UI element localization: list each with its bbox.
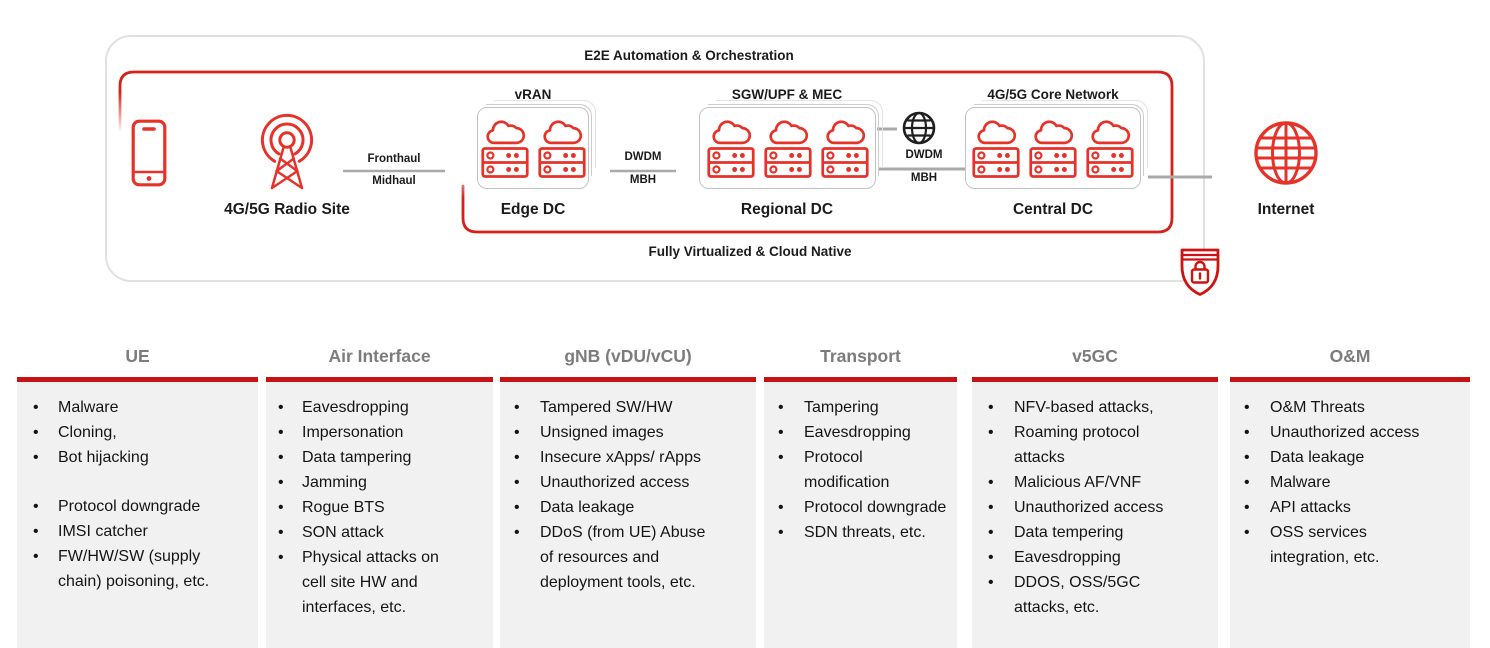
cloud-icon (540, 118, 584, 145)
regional-dc-card (699, 107, 876, 189)
threat-list (266, 382, 493, 620)
threat-item: • FW/HW/SW (supply chain) poisoning, etc. (17, 544, 258, 594)
threat-item: • Bot hijacking (17, 445, 258, 470)
threat-item: • SON attack (266, 520, 493, 545)
threat-item: • O&M Threats (1230, 395, 1470, 420)
threat-item: • SDN threats, etc. (764, 520, 957, 545)
bracket-fade-left (112, 92, 130, 142)
threat-item: • Unauthorized access (1230, 420, 1470, 445)
cloud-icon (1031, 118, 1075, 145)
mbh-label-1: MBH (629, 174, 657, 186)
column-header-transport: Transport (820, 346, 901, 366)
bracket-fade-inner (454, 156, 472, 198)
server-icon (1086, 147, 1134, 178)
threat-item: • Malware (1230, 470, 1470, 495)
threat-item: • API attacks (1230, 495, 1470, 520)
column-header-ue: UE (125, 346, 150, 366)
cloud-server-unit (1029, 118, 1077, 178)
threat-item: • Data leakage (1230, 445, 1470, 470)
internet-label: Internet (1257, 201, 1315, 218)
cloud-icon (483, 118, 527, 145)
threat-item: • Protocol downgrade (764, 495, 957, 520)
threat-item: • Roaming protocol attacks (972, 420, 1218, 470)
fully-virtualized-label: Fully Virtualized & Cloud Native (648, 244, 852, 259)
threat-column-air-interface (266, 382, 493, 648)
cloud-server-unit (1086, 118, 1134, 178)
threat-list (972, 382, 1218, 620)
wan-globe-icon (902, 111, 936, 145)
radio-tower-icon (245, 110, 329, 200)
central-dc-label: Central DC (1012, 201, 1094, 218)
threat-list (500, 382, 756, 595)
server-icon (538, 147, 586, 178)
server-icon (972, 147, 1020, 178)
column-header-oam: O&M (1329, 346, 1371, 366)
threat-item: • Tampered SW/HW (500, 395, 756, 420)
threat-item: • Unauthorized access (972, 495, 1218, 520)
threat-column-oam (1230, 382, 1470, 648)
server-icon (821, 147, 869, 178)
threat-item: • Data tempering (972, 520, 1218, 545)
column-divider (266, 377, 493, 382)
column-header-v5gc: v5GC (1072, 346, 1118, 366)
radio-site-label: 4G/5G Radio Site (224, 201, 350, 218)
threat-item: • OSS services integration, etc. (1230, 520, 1470, 570)
server-icon (1029, 147, 1077, 178)
column-header-air-interface: Air Interface (328, 346, 431, 366)
smartphone-icon (131, 119, 167, 187)
server-icon (707, 147, 755, 178)
threat-column-gnb (500, 382, 756, 648)
cloud-server-unit (538, 118, 586, 178)
threat-item: • Physical attacks on cell site HW and interfaces, etc. (266, 545, 493, 620)
cloud-icon (766, 118, 810, 145)
threat-item: • Malware (17, 395, 258, 420)
column-divider (764, 377, 957, 382)
core-network-label: 4G/5G Core Network (987, 87, 1119, 102)
regional-dc-label: Regional DC (740, 201, 834, 218)
server-icon (764, 147, 812, 178)
threat-item: • Data leakage (500, 495, 756, 520)
threat-item: • Eavesdropping (972, 545, 1218, 570)
cloud-icon (823, 118, 867, 145)
cloud-server-unit (707, 118, 755, 178)
threat-item: • Rogue BTS (266, 495, 493, 520)
fronthaul-label: Fronthaul (367, 153, 421, 165)
column-header-gnb: gNB (vDU/vCU) (564, 346, 692, 366)
vran-label: vRAN (514, 87, 552, 102)
threat-item: • Eavesdropping (764, 420, 957, 445)
threat-item: • Impersonation (266, 420, 493, 445)
security-shield-icon (1179, 243, 1221, 297)
threat-item: • Unsigned images (500, 420, 756, 445)
threat-item: • Protocol modification (764, 445, 957, 495)
dwdm-label-2: DWDM (905, 149, 943, 161)
cloud-icon (709, 118, 753, 145)
midhaul-label: Midhaul (372, 175, 416, 187)
threat-list (17, 382, 258, 594)
e2e-orchestration-label: E2E Automation & Orchestration (584, 48, 794, 63)
threat-item: • Cloning, (17, 420, 258, 445)
threat-column-v5gc (972, 382, 1218, 648)
threat-item: • Jamming (266, 470, 493, 495)
server-icon (481, 147, 529, 178)
cloud-server-unit (764, 118, 812, 178)
threat-item: • NFV-based attacks, (972, 395, 1218, 420)
column-divider (500, 377, 756, 382)
dwdm-label-1: DWDM (624, 151, 662, 163)
sgw-upf-mec-label: SGW/UPF & MEC (731, 87, 843, 102)
threat-item: • IMSI catcher (17, 519, 258, 544)
threat-list (764, 382, 957, 545)
cloud-icon (974, 118, 1018, 145)
threat-item: • Malicious AF/VNF (972, 470, 1218, 495)
edge-dc-card (477, 107, 589, 189)
threat-column-transport (764, 382, 957, 648)
threat-item: • DDoS (from UE) Abuse of resources and deployment tools, etc. (500, 520, 756, 595)
column-divider (972, 377, 1218, 382)
threat-item: • DDOS, OSS/5GC attacks, etc. (972, 570, 1218, 620)
cloud-server-unit (481, 118, 529, 178)
central-dc-card (965, 107, 1141, 189)
cloud-server-unit (972, 118, 1020, 178)
threat-item: • Unauthorized access (500, 470, 756, 495)
threat-item: • Data tampering (266, 445, 493, 470)
column-divider (17, 377, 258, 382)
mbh-label-2: MBH (910, 172, 938, 184)
column-divider (1230, 377, 1470, 382)
threat-item: • Tampering (764, 395, 957, 420)
threat-item: • Eavesdropping (266, 395, 493, 420)
cloud-server-unit (821, 118, 869, 178)
cloud-icon (1088, 118, 1132, 145)
internet-globe-icon (1253, 120, 1319, 186)
threat-item: • Protocol downgrade (17, 494, 258, 519)
threat-item: • Insecure xApps/ rApps (500, 445, 756, 470)
threat-column-ue (17, 382, 258, 648)
edge-dc-label: Edge DC (500, 201, 566, 218)
threat-list (1230, 382, 1470, 570)
